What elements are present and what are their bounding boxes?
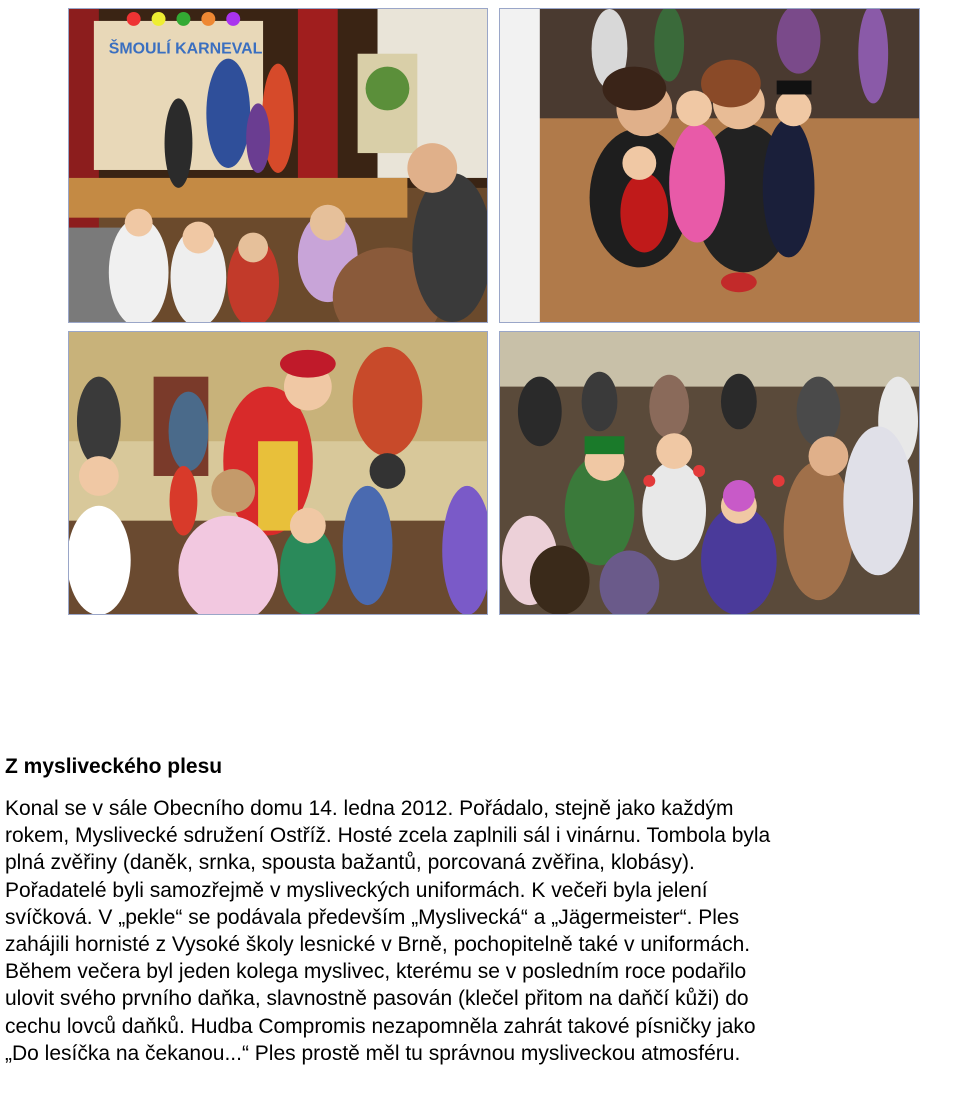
article-line: svíčková. V „pekle“ se podávala především „Myslivecká“ a „Jägermeister“. Ples [5,905,740,929]
article-title: Z mysliveckého plesu [5,755,223,778]
photo-crowd-image [500,332,919,614]
article-line: ulovit svého prvního daňka, slavnostně pasován (klečel přitom na daňčí kůži) do [5,987,749,1011]
photo-clown-image [69,332,487,614]
article-line: Pořadatelé byli samozřejmě v mysliveckých uniformách. K večeři byla jelení [5,878,708,902]
article-line: zahájili hornisté z Vysoké školy lesnické v Brně, pochopitelně také v uniformách. [5,933,751,957]
photo-clown-with-children [68,331,488,615]
article-line: Během večera byl jeden kolega myslivec, kterému se v posledním roce podařilo [5,960,747,984]
photo-banner-text: ŠMOULÍ KARNEVAL [108,40,263,58]
article-line: Konal se v sále Obecního domu 14. ledna 2012. Pořádalo, stejně jako každým [5,797,734,820]
photo-children-crowd [499,331,920,615]
article-body [5,795,960,1067]
photo-carnival-stage-image [69,9,487,322]
photo-families-with-children [499,8,920,323]
photo-carnival-stage [68,8,488,323]
article-line: cechu lovců daňků. Hudba Compromis nezapomněla zahrát takové písničky jako [5,1014,756,1038]
photo-families-image [500,9,919,322]
article-line: „Do lesíčka na čekanou...“ Ples prostě měl tu správnou mysliveckou atmosféru. [5,1041,741,1065]
article-line: rokem, Myslivecké sdružení Ostříž. Hosté zcela zaplnili sál i vinárnu. Tombola byla [5,824,771,848]
article-line: plná zvěřiny (daněk, srnka, spousta bažantů, porcovaná zvěřina, klobásy). [5,851,695,875]
